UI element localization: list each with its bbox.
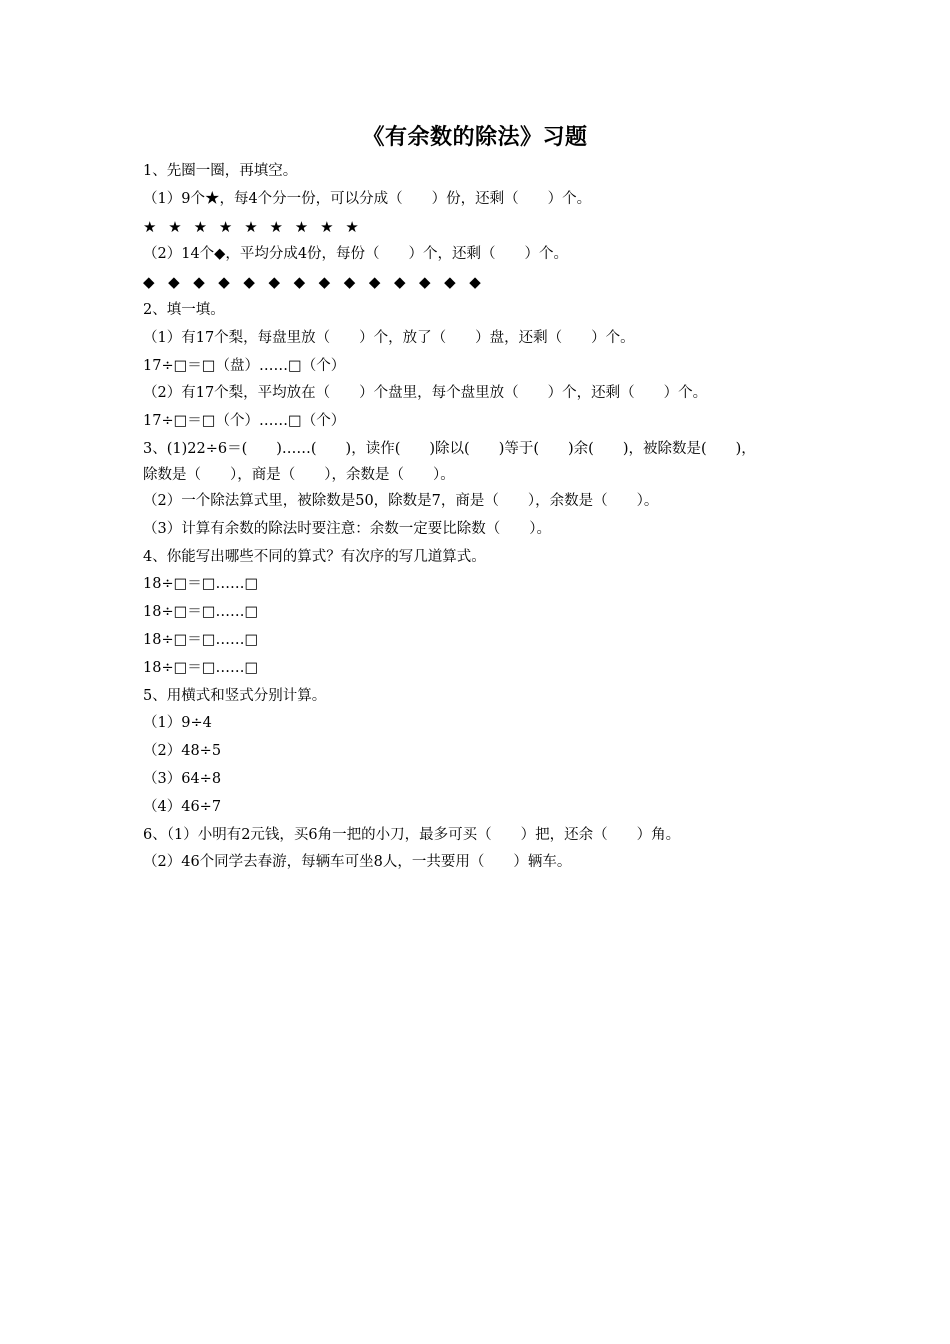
diamond-icon: ◆ [368, 273, 381, 292]
q5-item: （3）64÷8 [143, 770, 222, 787]
diamond-icon: ◆ [419, 273, 431, 292]
star-icon: ★ [244, 217, 258, 236]
q4-heading: 4、你能写出哪些不同的算式？有次序的写几道算式。 [143, 548, 486, 565]
q2-part2: （2）有17个梨，平均放在（ ）个盘里，每个盘里放（ ）个，还剩（ ）个。 [143, 385, 708, 402]
q2-equation-1: 17÷□＝□（盘）……□（个） [143, 357, 346, 374]
star-icon: ★ [193, 217, 208, 236]
diamond-icon: ◆ [268, 273, 281, 292]
diamond-icon: ◆ [393, 273, 406, 292]
diamond-icon: ◆ [143, 273, 155, 292]
q3-part2: （2）一个除法算式里，被除数是50，除数是7，商是（ ），余数是（ ）。 [143, 492, 659, 509]
q1-diamond-row [143, 269, 823, 297]
star-icon: ★ [269, 217, 283, 236]
star-icon: ★ [294, 217, 309, 236]
q2-heading: 2、填一填。 [143, 301, 225, 318]
diamond-icon: ◆ [193, 273, 205, 292]
diamond-icon: ◆ [218, 273, 230, 292]
worksheet-body [143, 158, 823, 877]
star-icon: ★ [218, 217, 233, 236]
star-icon: ★ [345, 217, 359, 236]
diamond-icon: ◆ [343, 273, 356, 292]
q6-part1: 6、（1）小明有2元钱，买6角一把的小刀，最多可买（ ）把，还余（ ）角。 [143, 826, 681, 843]
q5-item: （2）48÷5 [143, 743, 222, 760]
star-icon: ★ [168, 217, 182, 236]
star-icon: ★ [143, 217, 157, 236]
q1-star-row [143, 214, 823, 242]
q1-heading: 1、先圈一圈，再填空。 [143, 163, 298, 179]
diamond-icon: ◆ [444, 273, 456, 292]
page-title: 《有余数的除法》习题 [362, 124, 588, 150]
diamond-icon: ◆ [293, 273, 306, 292]
diamond-icon: ◆ [318, 273, 331, 292]
q5-item: （4）46÷7 [143, 798, 222, 815]
q4-equation: 18÷□＝□……□ [143, 604, 259, 621]
q1-part2: （2）14个◆，平均分成4份，每份（ ）个，还剩（ ）个。 [143, 246, 569, 263]
q2-equation-2: 17÷□＝□（个）……□（个） [143, 413, 346, 430]
q5-heading: 5、用横式和竖式分别计算。 [143, 687, 327, 704]
q1-part1: （1）9个★，每4个分一份，可以分成（ ）份，还剩（ ）个。 [143, 190, 592, 207]
q2-part1: （1）有17个梨，每盘里放（ ）个，放了（ ）盘，还剩（ ）个。 [143, 329, 635, 346]
q6-part2: （2）46个同学去春游，每辆车可坐8人，一共要用（ ）辆车。 [143, 854, 572, 871]
q3-part1-line1: 3、(1)22÷6＝( )……( )，读作( )除以( )等于( )余( )，被除数是( )， [143, 440, 756, 457]
q3-part1-line2: 除数是（ ），商是（ ），余数是（ ）。 [143, 466, 455, 483]
q4-equation: 18÷□＝□……□ [143, 576, 259, 593]
diamond-icon: ◆ [243, 273, 255, 292]
diamond-icon: ◆ [168, 273, 180, 292]
q4-equation: 18÷□＝□……□ [143, 659, 259, 676]
star-icon: ★ [320, 217, 334, 236]
diamond-icon: ◆ [469, 273, 481, 292]
q3-part3: （3）计算有余数的除法时要注意：余数一定要比除数（ ）。 [143, 520, 551, 537]
q5-item: （1）9÷4 [143, 715, 212, 732]
q4-equation: 18÷□＝□……□ [143, 631, 259, 648]
